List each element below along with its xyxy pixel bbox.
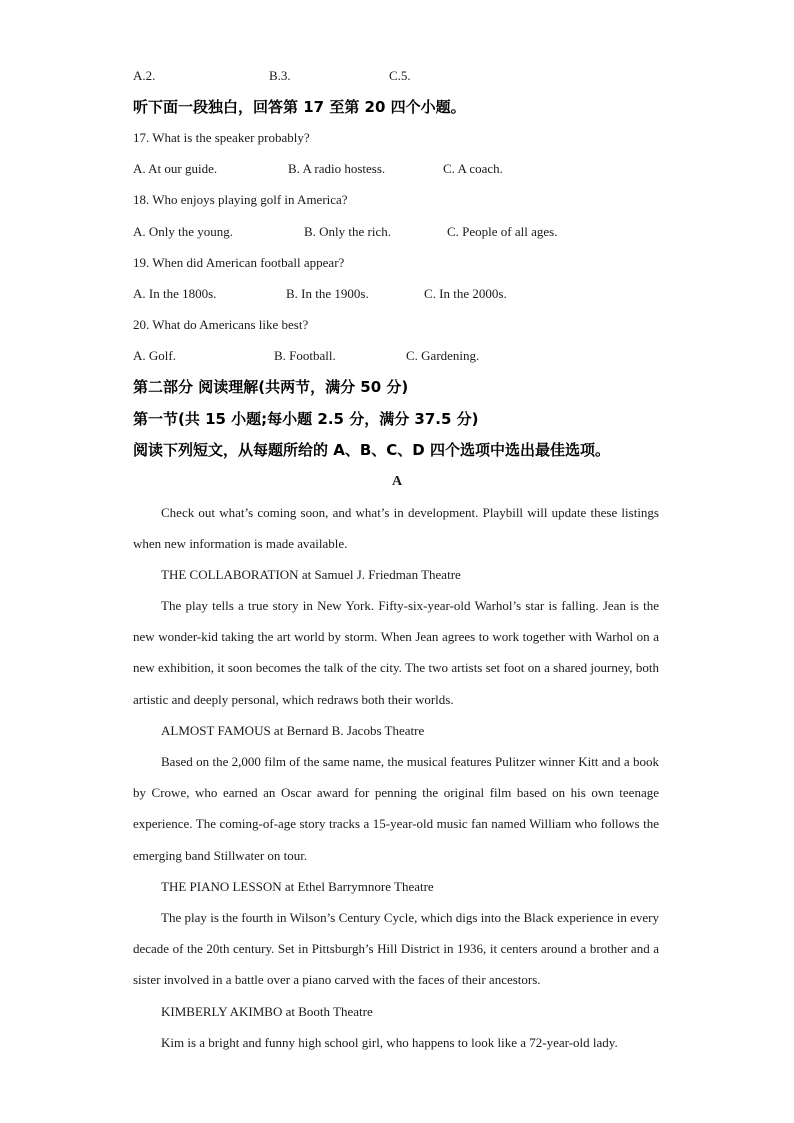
passage-intro: Check out what’s coming soon, and what’s in development. Playbill will update these listings when new information is made available.: [133, 505, 659, 552]
q17-option-c: C. A coach.: [443, 161, 503, 176]
q20-option-c: C. Gardening.: [406, 348, 480, 363]
section1-title: 第一节(共 15 小题;每小题 2.5 分，满分 37.5 分): [133, 410, 479, 428]
q19-option-b: B. In the 1900s.: [286, 286, 369, 301]
q20-option-b: B. Football.: [274, 348, 336, 363]
q20-option-a: A. Golf.: [133, 348, 176, 363]
listing-body-almost-famous: Based on the 2,000 film of the same name, the musical features Pulitzer winner Kitt and a book by Crowe, who earned an Oscar award for penning the original film based on his own teenage experience. The coming-of-age story tracks a 15-year-old music fan named William who follows the emerging band Stillwater on tour.: [133, 754, 659, 863]
q19-option-c: C. In the 2000s.: [424, 286, 507, 301]
q16-option-c: C.5.: [389, 68, 411, 83]
listing-heading-kimberly-akimbo: KIMBERLY AKIMBO at Booth Theatre: [161, 1004, 373, 1019]
q19-option-a: A. In the 1800s.: [133, 286, 217, 301]
q16-option-a: A.2.: [133, 68, 156, 83]
passage-letter: A: [391, 474, 403, 489]
listing-heading-piano-lesson: THE PIANO LESSON at Ethel Barrymnore Theatre: [161, 879, 434, 894]
question-18: 18. Who enjoys playing golf in America?: [133, 192, 348, 207]
question-20: 20. What do Americans like best?: [133, 317, 309, 332]
listing-heading-collaboration: THE COLLABORATION at Samuel J. Friedman Theatre: [161, 567, 461, 582]
listing-body-piano-lesson: The play is the fourth in Wilson’s Century Cycle, which digs into the Black experience in every decade of the 20th century. Set in Pittsburgh’s Hill District in 1936, it centers around a brother and a sister involved in a battle over a piano carved with the faces of their ancestors.: [133, 910, 659, 988]
question-17: 17. What is the speaker probably?: [133, 130, 310, 145]
q18-option-a: A. Only the young.: [133, 224, 234, 239]
q18-option-b: B. Only the rich.: [304, 224, 392, 239]
listing-body-collaboration: The play tells a true story in New York. Fifty-six-year-old Warhol’s star is falling. Jean is the new wonder-kid taking the art world by storm. When Jean agrees to work together with Warhol on a new exhibition, it soon becomes the talk of the city. The two artists set foot on a shared journey, both artistic and deeply personal, which redraws both their worlds.: [133, 598, 659, 707]
question-19: 19. When did American football appear?: [133, 255, 345, 270]
q18-option-c: C. People of all ages.: [447, 224, 558, 239]
monologue-instruction: 听下面一段独白，回答第 17 至第 20 四个小题。: [133, 98, 466, 116]
listing-body-kimberly-akimbo: Kim is a bright and funny high school girl, who happens to look like a 72-year-old lady.: [161, 1035, 618, 1050]
listing-heading-almost-famous: ALMOST FAMOUS at Bernard B. Jacobs Theatre: [161, 723, 425, 738]
q17-option-a: A. At our guide.: [133, 161, 218, 176]
q16-option-b: B.3.: [269, 68, 291, 83]
part2-title: 第二部分 阅读理解(共两节，满分 50 分): [133, 378, 409, 396]
reading-instruction: 阅读下列短文，从每题所给的 A、B、C、D 四个选项中选出最佳选项。: [133, 441, 610, 459]
q17-option-b: B. A radio hostess.: [288, 161, 386, 176]
